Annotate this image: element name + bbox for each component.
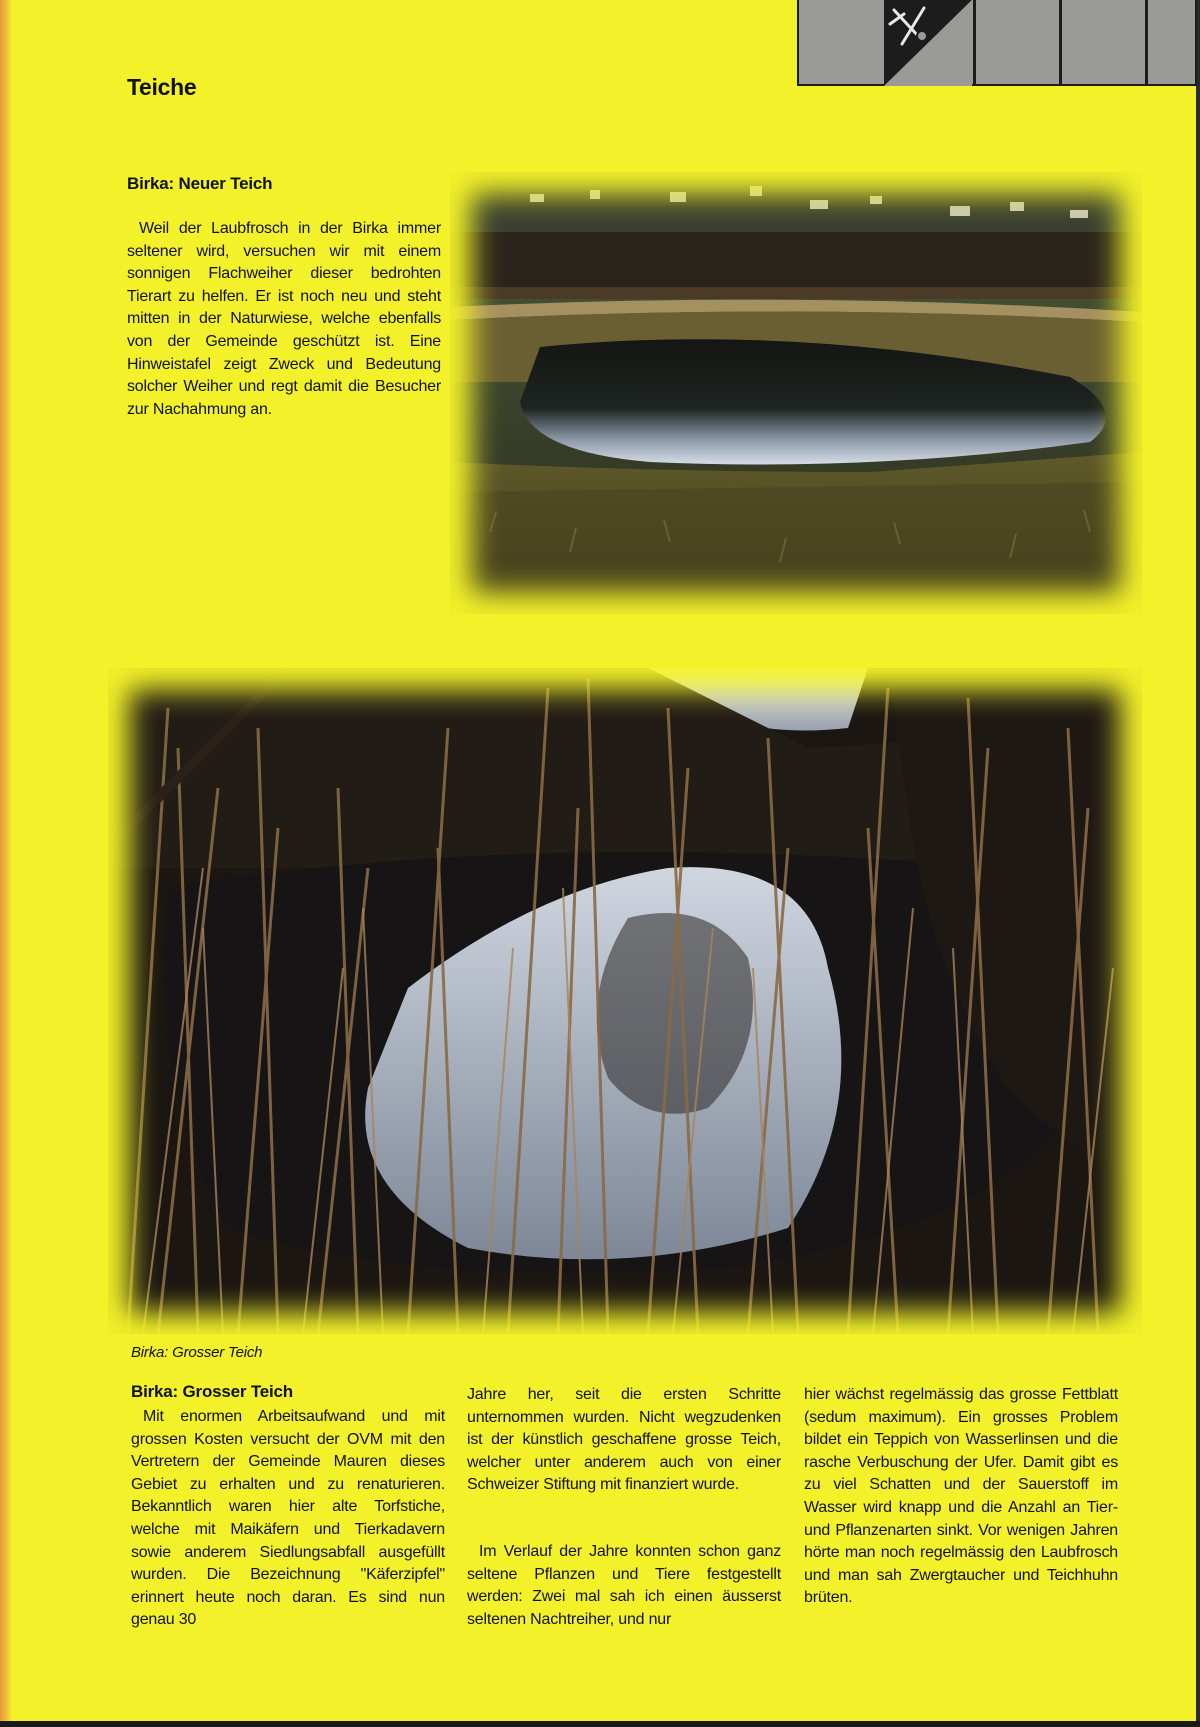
paragraph-big-pond-col2b: Im Verlauf der Jahre konnten schon ganz seltene Pflanzen und Tiere festgestellt werden: Zwei mal sah ich einen äusserst seltenen Nachtreiher, und nur [467,1543,781,1628]
section-heading-new-pond: Birka: Neuer Teich [127,174,273,193]
photo-large-pond [108,668,1142,1334]
header-bar [797,0,1197,86]
header-divider [1145,0,1148,86]
header-divider [973,0,976,86]
paragraph-big-pond-col1: Mit enormen Arbeitsaufwand und mit grossen Kosten versucht der OVM mit den Vertretern der Gemeinde Mauren dieses Gebiet zu erhalten und zu renaturieren. Bekanntlich waren hier alte Torfstiche, welche mit Maikäfern und Tierkadavern sowie anderem Siedlungsabfall ausgefüllt wurden. Die Bezeichnung "Käferzipfel" erinnert heute noch daran. Es sind nun genau 30 [131,1408,445,1629]
page-edge-bottom [0,1721,1200,1727]
paragraph-new-pond: Weil der Laubfrosch in der Birka immer seltener wird, versuchen wir mit einem sonnigen Flachweiher dieser bedrohten Tierart zu helfen. Er ist noch neu und steht mitten in der Naturwiese, welche ebenfalls von der Gemeinde geschützt ist. Eine Hinweistafel zeigt Zweck und Bedeutung solcher Weiher und regt damit die Besucher zur Nachahmung an. [127,220,441,418]
paragraph-big-pond-col2a: Jahre her, seit die ersten Schritte unternommen wurden. Nicht wegzudenken ist der künstlich geschaffene grosse Teich, welcher unter anderem auch von einer Schweizer Stiftung mit finanziert wurde. [467,1386,781,1494]
crossed-tools-emblem-icon [884,0,972,86]
page-edge-right [1196,0,1200,1727]
header-divider [1059,0,1062,86]
page-edge-left [0,0,12,1727]
section-heading-big-pond: Birka: Grosser Teich [131,1382,293,1401]
photo-caption: Birka: Grosser Teich [131,1344,263,1361]
page-title: Teiche [127,74,197,100]
paragraph-big-pond-col3: hier wächst regelmässig das grosse Fettblatt (sedum maximum). Ein grosses Problem bildet ein Teppich von Wasserlinsen und die rasche Verbuschung der Ufer. Damit gibt es zu viel Schatten und der Sauerstoff im Wasser wird knapp und die Anzahl an Tier- und Pflanzenarten sinkt. Vor wenigen Jahren hörte man noch regelmässig den Laubfrosch und man sah Zwergtaucher und Teichhuhn brüten. [804,1386,1118,1607]
photo-new-pond [450,172,1142,614]
